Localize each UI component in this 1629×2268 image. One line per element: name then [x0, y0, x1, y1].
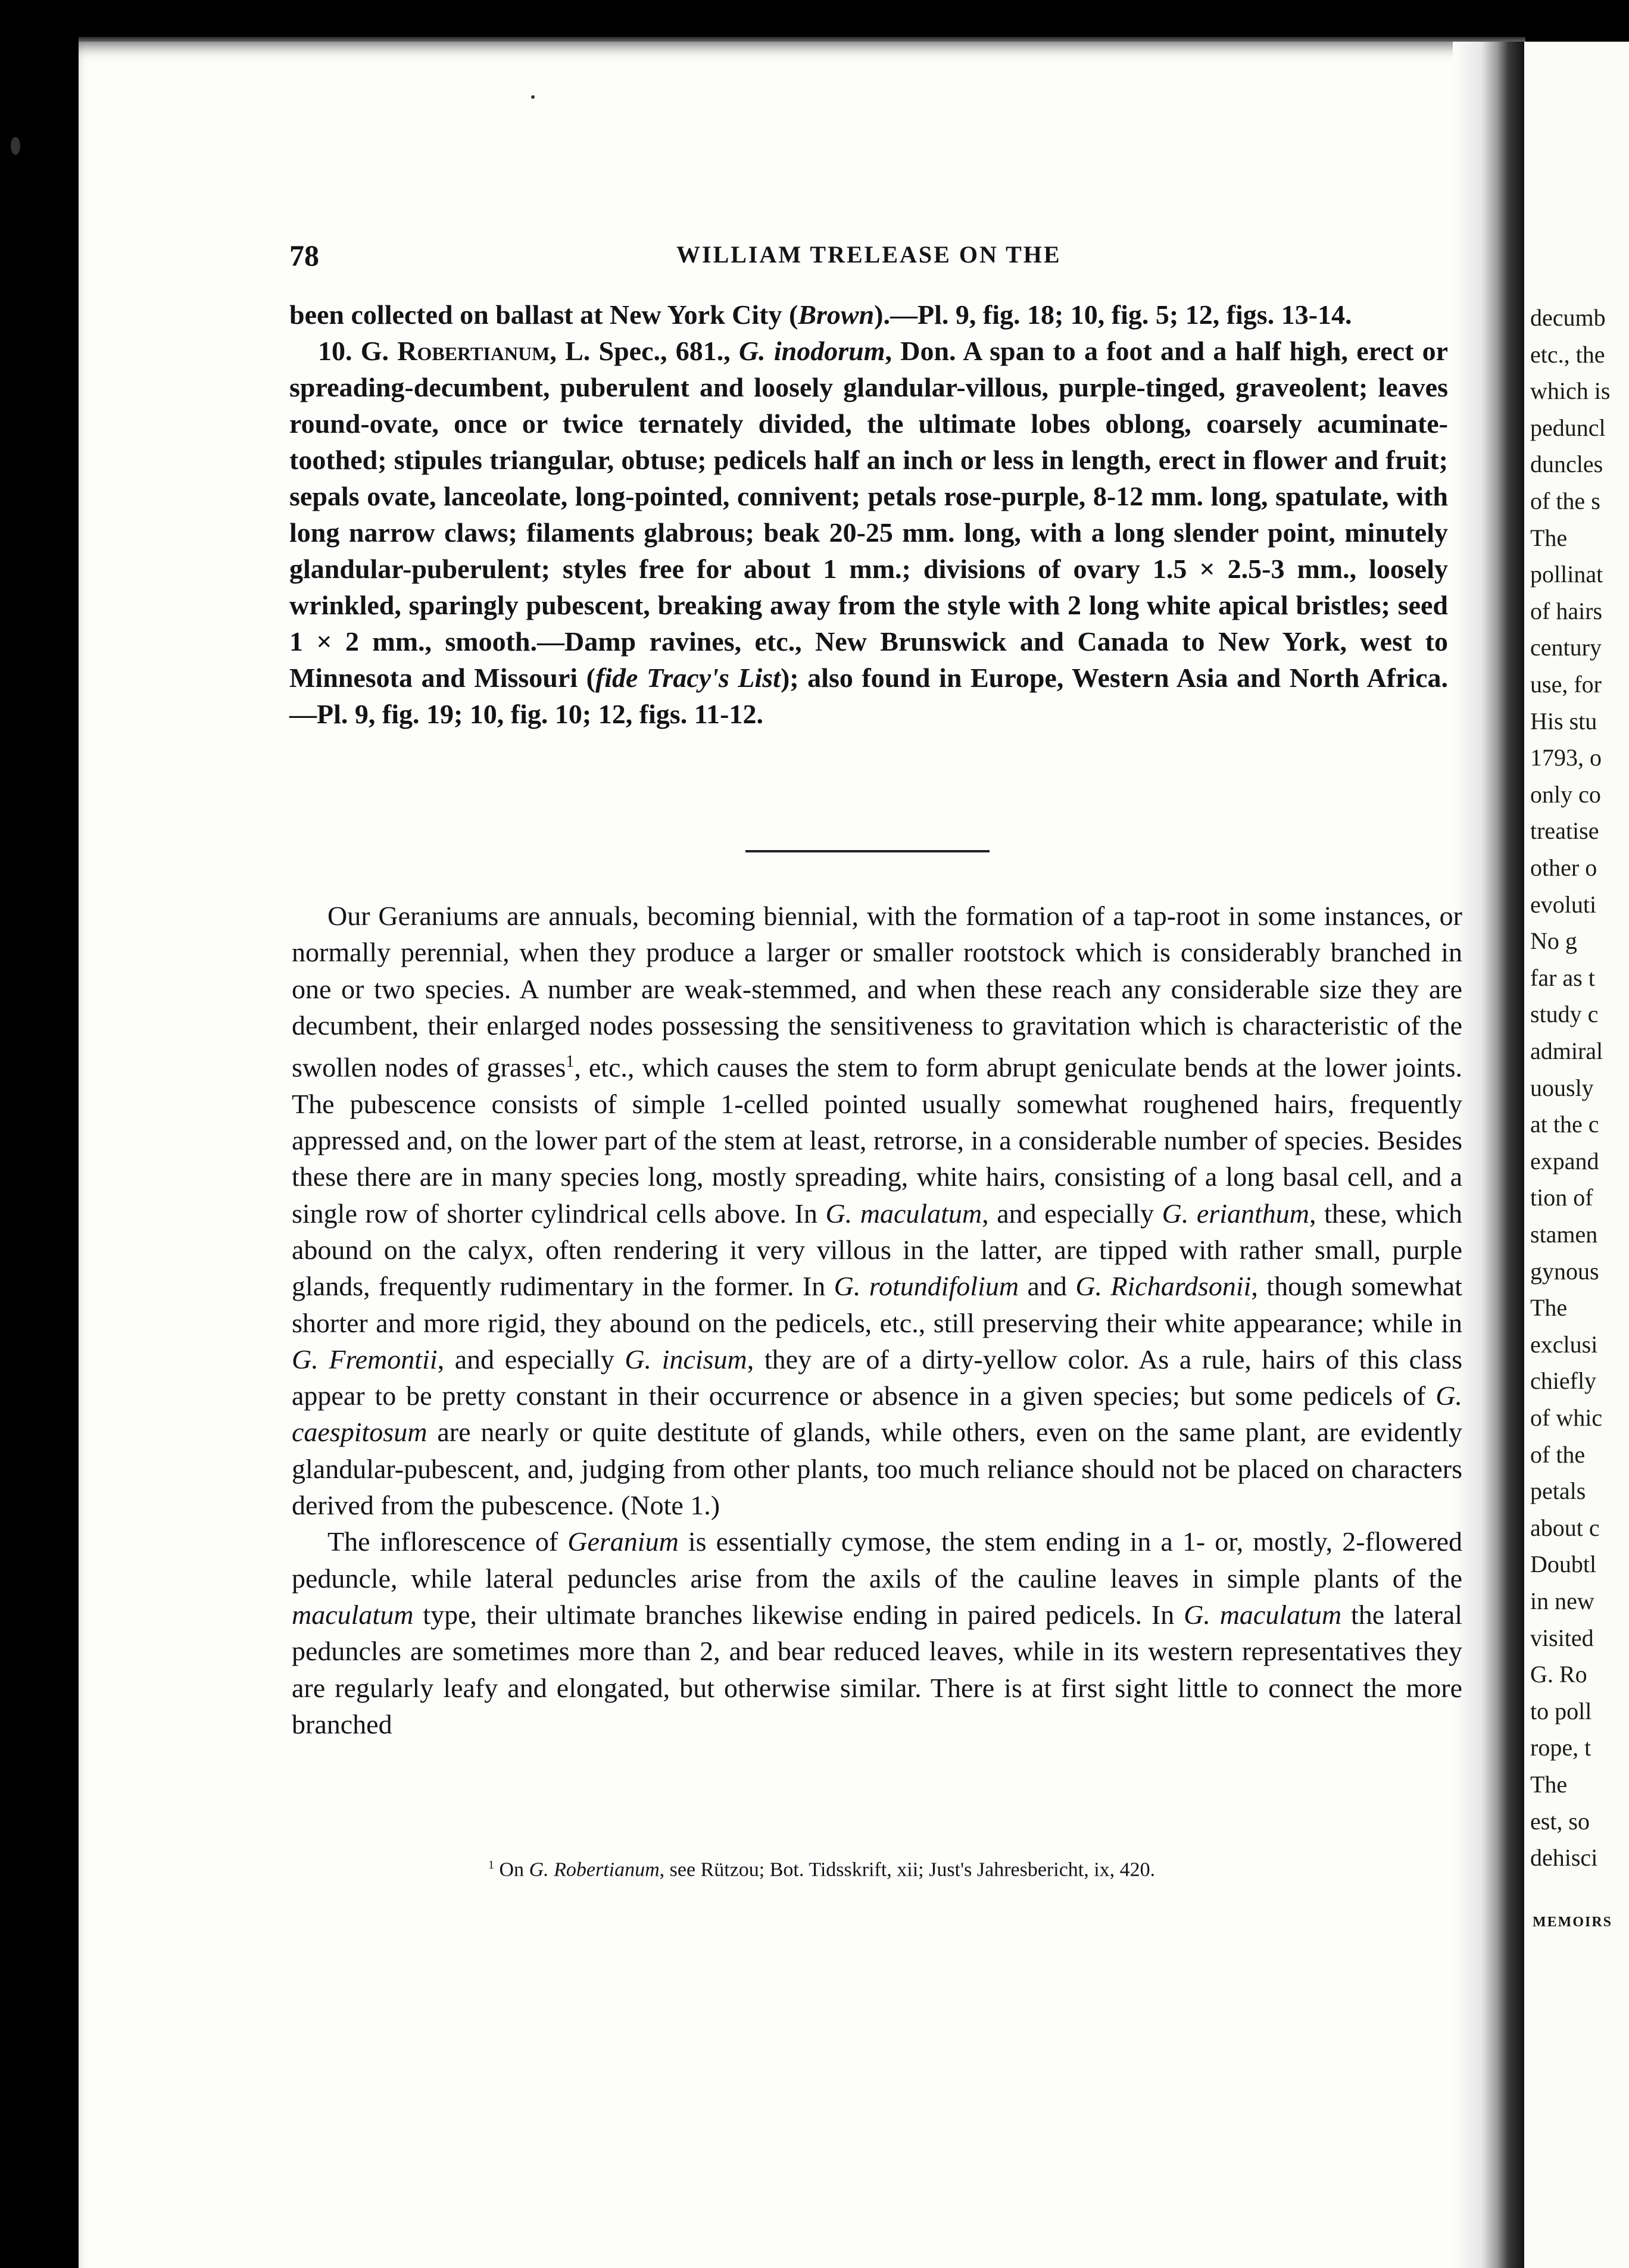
footnote: $^1$ On G. Robertianum, see Rützou; Bot. Tidsskrift, xii; Just's Jahresbericht, ix, 420. — [488, 1858, 1156, 1881]
facing-page-footer: MEMOIRS — [1533, 1914, 1612, 1930]
facing-page-line: est, so — [1530, 1807, 1590, 1835]
synonym: G. inodorum — [738, 336, 885, 366]
facing-page-line: admiral — [1530, 1038, 1603, 1064]
facing-page-line: evoluti — [1530, 891, 1597, 918]
facing-page-line: The — [1530, 1294, 1568, 1322]
facing-page-line: study c — [1530, 1001, 1599, 1028]
facing-page-line: His stu — [1530, 707, 1597, 735]
facing-page-line: century — [1530, 634, 1602, 661]
facing-page-line: of hairs — [1530, 597, 1603, 624]
facing-page-line: only co — [1530, 780, 1601, 808]
facing-page-fragment — [1524, 42, 1629, 2268]
facing-page-line: at the c — [1530, 1111, 1599, 1138]
paragraph-inflorescence: The inflorescence of Geranium is essentially cymose, the stem ending in a 1- or, mostly, 2-flowered peduncle, while lateral peduncles arise from the axils of the cauline leaves in simple plants of the maculatum type, their ultimate branches likewise ending in paired pedicels. In G. maculatum the lateral peduncles are sometimes more than 2, and bear reduced leaves, while in its western representatives they are regularly leafy and elongated, but otherwise similar. There is at first sight little to connect the more branched — [292, 1526, 1463, 1739]
facing-page-line: of the s — [1530, 488, 1600, 514]
facing-page-line: No g — [1530, 927, 1577, 955]
facing-page-line: uously — [1530, 1074, 1594, 1101]
facing-page-line: 1793, o — [1530, 744, 1602, 771]
facing-page-line: use, for — [1530, 671, 1602, 698]
species-name: Robertianum — [397, 336, 550, 366]
facing-page-line: The — [1530, 524, 1568, 551]
facing-page-line: duncles — [1530, 451, 1603, 478]
running-title: WILLIAM TRELEASE ON THE — [676, 241, 1062, 268]
facing-page-line: expand — [1530, 1147, 1599, 1174]
facing-page-line: to poll — [1530, 1697, 1592, 1725]
facing-page-line: decumb — [1530, 304, 1606, 331]
footnote-mark: 1 — [488, 1858, 494, 1872]
facing-page-line: The — [1530, 1771, 1568, 1798]
facing-page-line: of the — [1530, 1441, 1586, 1468]
facing-page-line: about c — [1530, 1514, 1600, 1541]
facing-page-line: chiefly — [1530, 1367, 1597, 1395]
facing-page-line: pollinat — [1530, 561, 1603, 588]
scan-speck — [531, 95, 535, 99]
facing-page-line: Doubtl — [1530, 1551, 1597, 1578]
page-number: 78 — [289, 239, 319, 272]
facing-page-line: treatise — [1530, 817, 1599, 845]
species-entry-block — [289, 296, 1448, 732]
facing-page-line: G. Ro — [1530, 1661, 1587, 1688]
facing-page-line: far as t — [1530, 964, 1595, 991]
facing-page-line: rope, t — [1530, 1734, 1591, 1761]
facing-page-line: other o — [1530, 854, 1597, 881]
facing-page-line: petals — [1530, 1477, 1586, 1505]
footnote-reference: 1 — [566, 1052, 575, 1071]
facing-page-line: dehisci — [1530, 1844, 1598, 1872]
body-text — [292, 898, 1462, 1742]
book-gutter — [1453, 42, 1524, 2268]
facing-page-line: stamen — [1530, 1221, 1598, 1248]
entry-geranium-robertianum: 10. G. Robertianum, L. Spec., 681., G. inodorum, Don. A span to a foot and a half high, erect or spreading-decumbent, puberulent and loosely glandular-villous, purple-tinged, graveolent; leaves round-ovate, once or twice ternately divided, the ultimate lobes oblong, coarsely acuminate-toothed; stipules triangular, obtuse; pedicels half an inch or less in length, erect in flower and fruit; sepals ovate, lanceolate, long-pointed, connivent; petals rose-purple, 8-12 mm. long, spatulate, with long narrow claws; filaments glabrous; beak 20-25 mm. long, with a long slender point, minutely glandular-puberulent; styles free for about 1 mm.; divisions of ovary 1.5 × 2.5-3 mm., loosely wrinkled, sparingly pubescent, breaking away from the style with 2 long white apical bristles; seed 1 × 2 mm., smooth.—Damp ravines, etc., New Brunswick and Canada to New York, west to Minnesota and Missouri (fide Tracy's List); also found in Europe, Western Asia and North Africa.—Pl. 9, fig. 19; 10, fig. 10; 12, figs. 11-12. — [289, 336, 1449, 729]
section-divider-rule — [745, 850, 990, 852]
scan-speck — [11, 137, 20, 155]
facing-page-line: which is — [1530, 377, 1611, 405]
facing-page-line: of whic — [1530, 1404, 1603, 1431]
facing-page-line: in new — [1530, 1588, 1594, 1614]
previous-entry-end: been collected on ballast at New York City (Brown).—Pl. 9, fig. 18; 10, fig. 5; 12, figs. 13-14. — [289, 299, 1352, 330]
facing-page-line: exclusi — [1530, 1330, 1598, 1358]
paragraph-pubescence: Our Geraniums are annuals, becoming biennial, with the formation of a tap-root in some instances, or normally perennial, when they produce a larger or smaller rootstock which is considerably branched in one or two species. A number are weak-stemmed, and when these reach any considerable size they are decumbent, their enlarged nodes possessing the sensitiveness to gravitation which is characteristic of the swollen nodes of grasses$^1$, etc., which causes the stem to form abrupt geniculate bends at the lower joints. The pubescence consists of simple 1-celled pointed usually somewhat roughened hairs, frequently appressed and, on the lower part of the stem at least, retrorse, in a considerable number of species. Besides these there are in many species long, mostly spreading, white hairs, consisting of a long basal cell, and a single row of shorter cylindrical cells above. In G. maculatum, and especially G. erianthum, these, which abound on the calyx, often rendering it very villous in the latter, are tipped with rather small, purple glands, frequently rudimentary in the former. In G. rotundifolium and G. Richardsonii, though somewhat shorter and more rigid, they abound on the pedicels, etc., still preserving their white appearance; while in G. Fremontii, and especially G. incisum, they are of a dirty-yellow color. As a rule, hairs of this class appear to be pretty constant in their occurrence or absence in a given species; but some pedicels of G. caespitosum are nearly or quite destitute of glands, while others, even on the same plant, are evidently glandular-pubescent, and, judging from other plants, too much reliance should not be placed on characters derived from the pubescence. (Note 1.) — [292, 901, 1463, 1521]
facing-page-line: etc., the — [1530, 340, 1605, 368]
facing-page-line: visited — [1530, 1624, 1594, 1651]
facing-page-line: peduncl — [1530, 414, 1606, 441]
facing-page-line: gynous — [1530, 1257, 1599, 1285]
facing-page-line: tion of — [1530, 1184, 1593, 1211]
